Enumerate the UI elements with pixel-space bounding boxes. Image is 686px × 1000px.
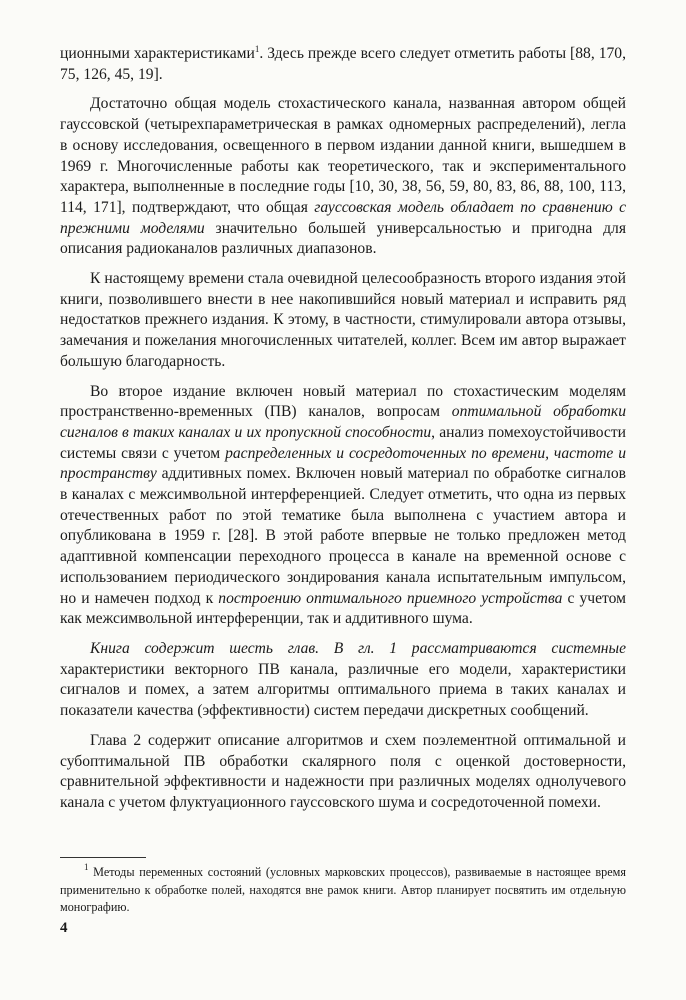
paragraph-3: К настоящему времени стала очевидной целесообразность второго издания этой книги, позволившего внести в нее накопившийся новый материал и исправить ряд недостатков прежнего издания. К этому, в частности, стимулировали автора отзывы, замечания и пожелания многочисленных читателей, коллег. Всем им автор выражает большую благодарность. — [60, 270, 626, 370]
footnote: $^1$ Методы переменных состояний (условных марковских процессов), развиваемые в настоящее время применительно к обработке полей, находятся вне рамок книги. Автор планирует посвятить им отдельную монографию. — [60, 862, 626, 914]
paragraph-4: Во второе издание включен новый материал по стохастическим моделям пространственно-временных (ПВ) каналов, вопросам оптимальной обработки сигналов в таких каналах и их пропускной способности, анализ помехоустойчивости системы связи с учетом распределенных и сосредоточенных по времени, частоте и пространству аддитивных помех. Включен новый материал по обработке сигналов в каналах с межсимвольной интерференцией. Следует отметить, что одна из первых отечественных работ по этой тематике была выполнена с участием автора и опубликована в 1959 г. [28]. В этой работе впервые не только предложен метод адаптивной компенсации переходного процесса в канале на временной основе с использованием периодического зондирования канала испытательным импульсом, но и намечен подход к построению оптимального приемного устройства с учетом как межсимвольной интерференции, так и аддитивного шума. — [60, 382, 626, 628]
page-number: 4 — [60, 920, 68, 936]
footnote-mark: 1 — [84, 862, 89, 872]
paragraph-5: Книга содержит шесть глав. В гл. 1 рассматриваются системные характеристики векторного ПВ канала, различные его модели, характеристики сигналов и помех, а затем алгоритмы оптимального приема в таких каналах и показатели качества (эффективности) систем передачи дискретных сообщений. — [60, 639, 626, 720]
footnote-separator — [60, 857, 146, 858]
paragraph-6: Глава 2 содержит описание алгоритмов и схем поэлементной оптимальной и субоптимальной ПВ обработки скалярного поля с оценкой достоверности, сравнительной эффективности и надежности при различных моделях однолучевого канала с учетом флуктуационного гауссовского шума и сосредоточенной помехи. — [60, 731, 626, 811]
main-text — [60, 44, 626, 823]
paragraph-1: ционными характеристиками$^1$. Здесь прежде всего следует отметить работы [88, 170, 75, 126, 45, 19]. — [60, 44, 626, 83]
footnote-ref: 1 — [254, 44, 260, 54]
paragraph-2: Достаточно общая модель стохастического канала, названная автором общей гауссовской (четырехпараметрическая в рамках одномерных распределений), легла в основу исследования, освещенного в первом издании данной книги, вышедшем в 1969 г. Многочисленные работы как теоретического, так и экспериментального характера, выполненные в последние годы [10, 30, 38, 56, 59, 80, 83, 86, 88, 100, 113, 114, 171], подтверждают, что общая гауссовская модель обладает по сравнению с прежними моделями значительно большей универсальностью и пригодна для описания радиоканалов различных диапазонов. — [60, 95, 627, 258]
